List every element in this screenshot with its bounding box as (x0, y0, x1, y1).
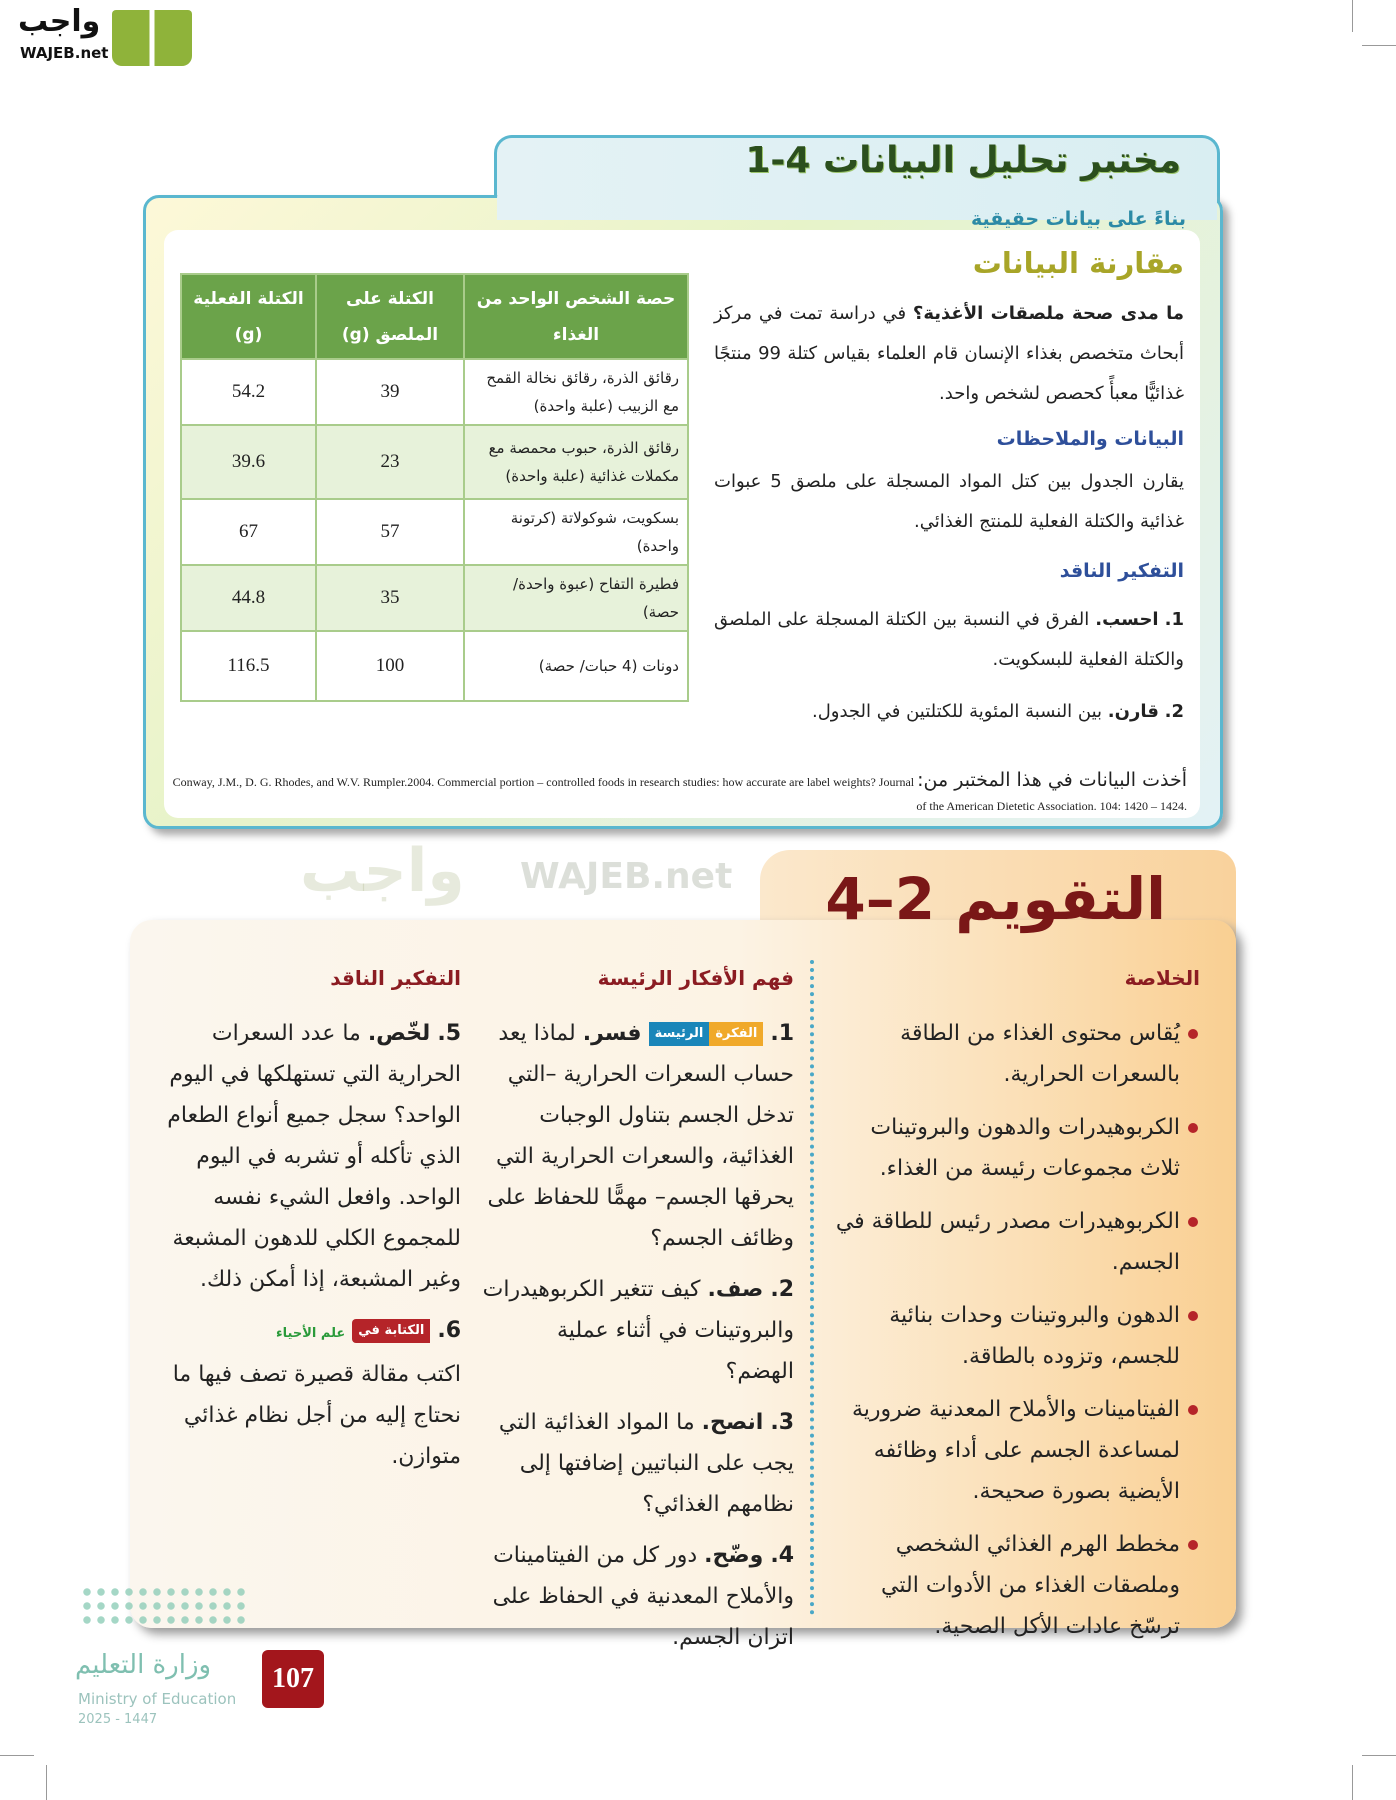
lab-question-2 (714, 692, 1184, 732)
crop-mark (0, 1755, 34, 1756)
column-divider (810, 960, 814, 1615)
label-mass-cell: 35 (316, 565, 464, 631)
label-mass-cell: 57 (316, 499, 464, 565)
summary-item: الكربوهيدرات والدهون والبروتينات ثلاث مجموعات رئيسة من الغذاء. (832, 1107, 1200, 1189)
q-text: دور كل من الفيتامينات والأملاح المعدنية في الحفاظ على اتزان الجسم. (492, 1543, 794, 1650)
q-verb: قارن. (1107, 701, 1159, 722)
question-6 (149, 1310, 461, 1477)
q-text: اكتب مقالة قصيرة تصف فيها ما نحتاج إليه من أجل نظام غذائي متوازن. (172, 1362, 461, 1469)
q-text: لماذا يعد حساب السعرات الحرارية –التي تدخل الجسم بتناول الوجبات الغذائية، والسعرات الحرارية التي يحرقها الجسم– مهمًّا للحفاظ على وظائف الجسم؟ (487, 1021, 794, 1251)
question-4 (482, 1535, 794, 1658)
q-verb: احسب. (1095, 609, 1159, 630)
badge-idea: الفكرة (709, 1022, 763, 1046)
intro-question: ما مدى صحة ملصقات الأغذية؟ (912, 303, 1184, 324)
summary-item: يُقاس محتوى الغذاء من الطاقة بالسعرات الحرارية. (832, 1013, 1200, 1095)
q-text: ما عدد السعرات الحرارية التي تستهلكها في اليوم الواحد؟ سجل جميع أنواع الطعام الذي تأكله أو تشربه في اليوم الواحد. وافعل الشيء نفسه للمجموع الكلي للدهون المشبعة وغير المشبعة، إذا أمكن ذلك. (167, 1021, 461, 1292)
actual-mass-cell: 44.8 (181, 565, 316, 631)
q-num: 1. (770, 1021, 794, 1046)
lab-title: مختبر تحليل البيانات 4-1 (745, 140, 1181, 181)
food-cell: فطيرة التفاح (عبوة واحدة/ حصة) (464, 565, 688, 631)
table-row (181, 359, 688, 425)
logo-arabic: واجب (18, 4, 101, 39)
data-text: يقارن الجدول بين كتل المواد المسجلة على ملصق 5 عبوات غذائية والكتلة الفعلية للمنتج الغذائي. (714, 471, 1184, 532)
main-ideas-heading: فهم الأفكار الرئيسة (597, 966, 794, 990)
q-num: 3. (770, 1410, 794, 1435)
crop-mark (1362, 1755, 1396, 1756)
question-3 (482, 1402, 794, 1525)
lab-question-1 (714, 600, 1184, 680)
table-row (181, 631, 688, 701)
wajeb-logo[interactable] (8, 4, 193, 66)
q-num: 4. (770, 1543, 794, 1568)
table-row (181, 499, 688, 565)
intro-text: في دراسة تمت في مركز أبحاث متخصص بغذاء الإنسان قام العلماء بقياس كتلة 99 منتجًا غذائيًّا معبأً كحصص لشخص واحد. (714, 303, 1184, 404)
q-text: بين النسبة المئوية للكتلتين في الجدول. (811, 701, 1108, 722)
main-ideas-column (482, 958, 794, 1668)
critical-heading: التفكير الناقد (1059, 560, 1184, 582)
ministry-logo-dots (80, 1585, 250, 1630)
page-number: 107 (262, 1650, 324, 1708)
q-num: 6. (437, 1318, 461, 1343)
ministry-name-en: Ministry of Education (78, 1690, 237, 1708)
q-verb: فسر. (582, 1021, 642, 1046)
watermark-en: WAJEB.net (520, 856, 733, 897)
reference-lead: أخذت البيانات في هذا المختبر من: (917, 769, 1187, 791)
data-heading: البيانات والملاحظات (996, 428, 1184, 450)
logo-english: WAJEB.net (20, 44, 109, 62)
food-cell: دونات (4 حبات/ حصة) (464, 631, 688, 701)
header-actual-mass: الكتلة الفعلية (g) (181, 274, 316, 359)
q-text: كيف تتغير الكربوهيدرات والبروتينات في أثناء عملية الهضم؟ (482, 1277, 794, 1384)
critical-thinking-column (149, 958, 461, 1487)
assessment-title: التقويم 2–4 (825, 865, 1166, 933)
badge-main: الرئيسة (649, 1022, 710, 1046)
table-row (181, 565, 688, 631)
q-verb: انصح. (701, 1410, 764, 1435)
q-num: 2. (770, 1277, 794, 1302)
data-table (180, 273, 689, 702)
summary-item: مخطط الهرم الغذائي الشخصي وملصقات الغذاء من الأدوات التي ترسّخ عادات الأكل الصحية. (832, 1524, 1200, 1647)
q-text: الفرق في النسبة بين الكتلة المسجلة على الملصق والكتلة الفعلية للبسكويت. (714, 609, 1184, 670)
book-icon (112, 10, 192, 66)
summary-item: الدهون والبروتينات وحدات بنائية للجسم، وتزوده بالطاقة. (832, 1295, 1200, 1377)
edition-year: 2025 - 1447 (78, 1712, 158, 1727)
header-label-mass: الكتلة على الملصق (g) (316, 274, 464, 359)
crop-mark (1362, 45, 1396, 46)
reference-citation: Conway, J.M., D. G. Rhodes, and W.V. Rumpler.2004. Commercial portion – controlled foods in research studies: how accurate are label weights? Journal of the American Dietetic Association. 104: 1420 – 1424. (172, 775, 1187, 813)
label-mass-cell: 100 (316, 631, 464, 701)
badge-writing: الكتابة في (352, 1319, 430, 1343)
question-1 (482, 1013, 794, 1259)
badge-subject: علم الأحياء (276, 1326, 346, 1341)
lab-heading: مقارنة البيانات (972, 246, 1184, 280)
food-cell: رقائق الذرة، رقائق نخالة القمح مع الزبيب (علبة واحدة) (464, 359, 688, 425)
label-mass-cell: 39 (316, 359, 464, 425)
q-verb: وضّح. (704, 1543, 764, 1568)
actual-mass-cell: 67 (181, 499, 316, 565)
summary-column (832, 958, 1200, 1659)
q-num: 5. (437, 1021, 461, 1046)
table-row (181, 425, 688, 499)
question-5 (149, 1013, 461, 1300)
q-text: ما المواد الغذائية التي يجب على النباتيين إضافتها إلى نظامهم الغذائي؟ (498, 1410, 794, 1517)
q-verb: لخّص. (367, 1021, 431, 1046)
reference (172, 768, 1187, 818)
crop-mark (1352, 1765, 1353, 1800)
crop-mark (1352, 0, 1353, 32)
summary-item: الفيتامينات والأملاح المعدنية ضرورية لمساعدة الجسم على أداء وظائفه الأيضية بصورة صحيحة. (832, 1389, 1200, 1512)
summary-item: الكربوهيدرات مصدر رئيس للطاقة في الجسم. (832, 1201, 1200, 1283)
table-header-row (181, 274, 688, 359)
actual-mass-cell: 54.2 (181, 359, 316, 425)
q-num: 2. (1164, 701, 1184, 722)
food-cell: بسكويت، شوكولاتة (كرتونة واحدة) (464, 499, 688, 565)
label-mass-cell: 23 (316, 425, 464, 499)
lab-subtitle: بناءً على بيانات حقيقية (970, 208, 1186, 230)
q-verb: صف. (707, 1277, 764, 1302)
actual-mass-cell: 116.5 (181, 631, 316, 701)
q-num: 1. (1164, 609, 1184, 630)
critical-thinking-heading: التفكير الناقد (330, 966, 461, 990)
question-2 (482, 1269, 794, 1392)
food-cell: رقائق الذرة، حبوب محمصة مع مكملات غذائية (علبة واحدة) (464, 425, 688, 499)
lab-intro (714, 294, 1184, 414)
crop-mark (46, 1765, 47, 1800)
watermark: واجب (300, 836, 465, 906)
ministry-name-ar: وزارة التعليم (75, 1650, 212, 1680)
header-food: حصة الشخص الواحد من الغذاء (464, 274, 688, 359)
actual-mass-cell: 39.6 (181, 425, 316, 499)
summary-heading: الخلاصة (1124, 966, 1200, 990)
